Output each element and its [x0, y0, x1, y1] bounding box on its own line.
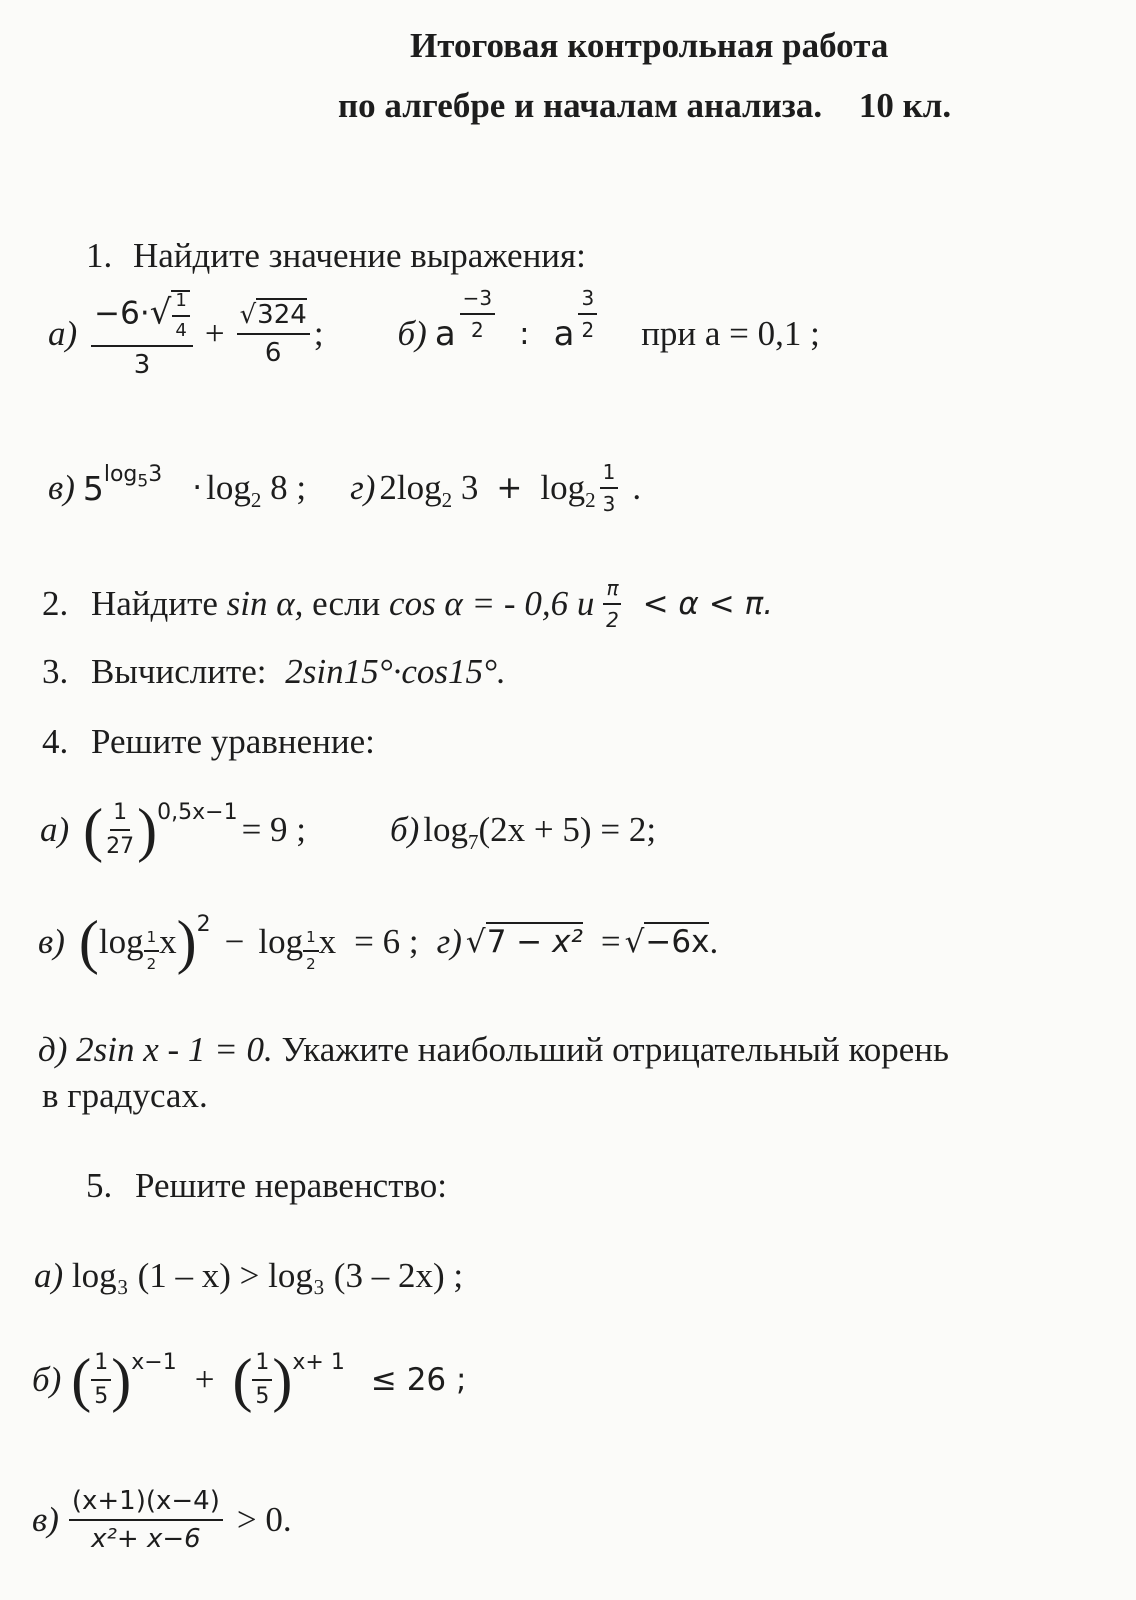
task1g-label: г): [350, 468, 376, 507]
task1g-sub2: 2: [585, 488, 596, 512]
task1g-log2-word: log: [540, 468, 586, 507]
task2-cond: cos α = - 0,6 и: [389, 584, 595, 623]
task1b-exp2-num: 3: [578, 288, 597, 315]
task3-line: [42, 652, 506, 692]
task4a-paren-close: ): [137, 797, 158, 863]
task4a-frac-den: 27: [106, 834, 135, 859]
task1a-num-prefix: −6·: [94, 295, 150, 332]
task4v-base2-den: 2: [306, 955, 316, 973]
task5b-rhs: ≤ 26 ;: [370, 1362, 467, 1398]
task5b-fraction2: [252, 1352, 272, 1408]
task5v-label: в): [32, 1500, 59, 1539]
task1b-exp-den: 2: [471, 318, 484, 342]
task2-ineq: < α < π.: [642, 586, 774, 622]
task4d-text: Укажите наибольший отрицательный корень: [281, 1030, 949, 1069]
task1v-exp-sub: 5: [137, 471, 149, 492]
task5a-expr: log₃ (1 – x) > log₃ (3 – 2x) ;: [71, 1256, 464, 1295]
task4d-expr: 2sin x - 1 = 0.: [76, 1030, 273, 1069]
task4g-x2: x²: [552, 924, 583, 960]
task2-middle: если: [312, 584, 381, 623]
task1b-base2: a: [553, 314, 575, 354]
task5b-plus: +: [194, 1360, 215, 1399]
task5v-denominator: x²+ x−6: [91, 1524, 201, 1554]
task1a-end: ;: [313, 314, 324, 353]
task1v-log: [206, 468, 307, 512]
title-line-1: Итоговая контрольная работа: [410, 26, 889, 65]
task1v-exp-log: log: [103, 462, 138, 487]
task1g-plus: +: [496, 470, 523, 506]
task4-heading: [42, 722, 375, 762]
task1a-sqrt324: √324: [237, 302, 310, 335]
task1g-frac-den: 3: [602, 492, 616, 516]
task2-sin: sin α,: [226, 584, 304, 623]
task2-line: [42, 578, 773, 630]
task4g-eq: =: [600, 922, 621, 961]
task1a-sqrt324-value: 324: [257, 300, 307, 330]
task4-number: 4.: [42, 722, 69, 761]
task1v-end: ;: [296, 468, 307, 507]
task1v-exponent: [103, 462, 163, 492]
task4v-log-base: [144, 930, 160, 972]
task4v-rhs: = 6 ;: [354, 922, 419, 961]
task4v-square: 2: [196, 912, 211, 937]
task5b-exp1: x−1: [131, 1350, 177, 1375]
task1g-sub1: 2: [441, 488, 453, 512]
task4a-frac-num: 1: [110, 802, 130, 831]
task1-number: 1.: [86, 236, 113, 275]
task4d-label: д): [38, 1030, 68, 1069]
task5-heading: [86, 1166, 447, 1206]
task1a-sqrt-num: 1: [172, 292, 189, 317]
task5v-fraction: [69, 1488, 223, 1552]
task1a-label: а): [48, 314, 78, 353]
task4-row-ab: [40, 797, 657, 863]
task3-number: 3.: [42, 652, 69, 691]
task4g-lhs-text: 7 −: [486, 924, 543, 960]
task4a-rhs: = 9 ;: [241, 810, 307, 849]
task1b-exp2-den: 2: [581, 318, 595, 342]
title-subject: по алгебре и началам анализа.: [338, 86, 823, 125]
task4-row-vg: [38, 909, 719, 975]
task4v-base2-num: 1: [303, 930, 319, 952]
task5b-paren1-open: (: [71, 1347, 92, 1413]
task5v-numerator: (x+1)(x−4): [69, 1488, 223, 1521]
task1a-sqrt-fraction: [171, 290, 189, 340]
task1a-sqrt-den: 4: [175, 320, 187, 341]
task1g-coef: 2log: [379, 468, 442, 507]
task1g-end: .: [632, 468, 642, 507]
task1b-exp-num-value: 3: [479, 286, 493, 310]
task4g-rhs-radicand: −6x: [645, 924, 710, 960]
task1v-log-word: log: [206, 468, 251, 507]
task4b-label: б): [390, 810, 420, 849]
task5v-line: [32, 1488, 292, 1552]
task1b-base: a: [434, 314, 456, 354]
task1a-fraction1: [91, 290, 193, 378]
task5b-fraction1: [91, 1352, 111, 1408]
title-line-2: [338, 86, 951, 126]
task1-row-vg: [48, 462, 641, 514]
task5b-line: [32, 1347, 467, 1413]
task5v-rhs: > 0.: [236, 1500, 292, 1539]
task5b-frac1-num: 1: [91, 1352, 111, 1381]
task4a-label: а): [40, 810, 70, 849]
task4a-paren-open: (: [83, 797, 104, 863]
task4b-rest: (2x + 5) = 2;: [478, 810, 657, 849]
task1b-exponent2: [578, 288, 597, 340]
task4b-expr: [423, 810, 657, 854]
task2-pi-fraction: [603, 578, 622, 630]
task5b-paren2-open: (: [232, 1347, 253, 1413]
task2-number: 2.: [42, 584, 69, 623]
task4v-base-den: 2: [146, 955, 157, 973]
task1g-fraction: [600, 462, 619, 514]
task5b-frac1-den: 5: [94, 1384, 109, 1409]
task1v-log-arg: 8: [270, 468, 288, 507]
task1-heading: [86, 236, 586, 276]
task4g-end: .: [709, 922, 719, 961]
task4b-log: log: [423, 810, 469, 849]
task4a-fraction: [103, 802, 137, 858]
task1b-exp-num: [460, 288, 496, 315]
task4v-minus: −: [224, 922, 245, 961]
task1b-exponent: [460, 288, 496, 340]
task4g-lhs: √7 − x²: [465, 924, 583, 960]
task5b-paren2-close: ): [272, 1347, 293, 1413]
task4g-lhs-radicand: [486, 922, 583, 960]
task5a-label: а): [34, 1256, 64, 1295]
task1g-arg1: 3: [460, 468, 479, 507]
task1a-den2: 6: [264, 338, 282, 368]
task1v-base: 5: [82, 468, 104, 508]
task4d-text2: в градусах.: [42, 1076, 208, 1115]
task4v-var2: x: [318, 922, 337, 961]
task1g-frac-num: 1: [600, 462, 619, 489]
task1v-label: в): [48, 468, 75, 507]
task1b-exp-sign: −: [462, 286, 480, 310]
task1v-dot: ·: [192, 470, 203, 506]
task2-prefix: Найдите: [91, 584, 218, 623]
task1-row-ab: [48, 286, 820, 380]
task4v-var: x: [159, 922, 177, 961]
task4v-log2: log: [258, 922, 304, 961]
task5b-frac2-num: 1: [252, 1352, 272, 1381]
task3-prefix: Вычислите:: [91, 652, 267, 691]
task4v-log2-base: [303, 930, 319, 972]
task4v-paren-open: (: [78, 909, 99, 975]
task3-expr: 2sin15°·cos15°.: [285, 652, 506, 691]
task5-prompt: Решите неравенство:: [135, 1166, 448, 1205]
task1b-op: :: [519, 316, 530, 352]
task4-prompt: Решите уравнение:: [91, 722, 375, 761]
task4g-rhs: √−6x: [624, 924, 710, 960]
task4v-paren-close: ): [176, 909, 197, 975]
task5b-paren1-close: ): [111, 1347, 132, 1413]
task5-number: 5.: [86, 1166, 113, 1205]
task5a-line: [34, 1256, 463, 1296]
task1b-label: б): [397, 314, 427, 353]
task4b-sub: 7: [468, 830, 479, 854]
task1a-plus: +: [204, 314, 225, 353]
task5b-frac2-den: 5: [255, 1384, 270, 1409]
task5b-exp2: x+ 1: [292, 1350, 345, 1375]
task1v-log-sub: 2: [250, 488, 262, 512]
task1b-condition: при a = 0,1 ;: [641, 314, 820, 353]
task1a-fraction2: [237, 302, 310, 366]
task4a-exponent: 0,5x−1: [157, 800, 238, 825]
task4g-label: г): [436, 922, 462, 961]
title-grade: 10 кл.: [858, 86, 952, 125]
task2-pi-den: 2: [606, 608, 619, 632]
task4v-base-num: 1: [144, 930, 160, 952]
task4v-label: в): [38, 922, 65, 961]
task1g-expr: [379, 468, 479, 512]
task1g-log2: [540, 468, 596, 512]
task4d-line: [38, 1030, 949, 1070]
task1a-numerator: −6·√ $\frac{1}{4}$: [91, 290, 193, 347]
task1v-exp-arg: 3: [148, 462, 163, 487]
task2-pi-num: π: [603, 578, 621, 605]
task1a-denominator: 3: [133, 350, 151, 380]
task1-prompt: Найдите значение выражения:: [133, 236, 586, 275]
task4v-log: log: [98, 922, 144, 961]
task5b-label: б): [32, 1360, 62, 1399]
